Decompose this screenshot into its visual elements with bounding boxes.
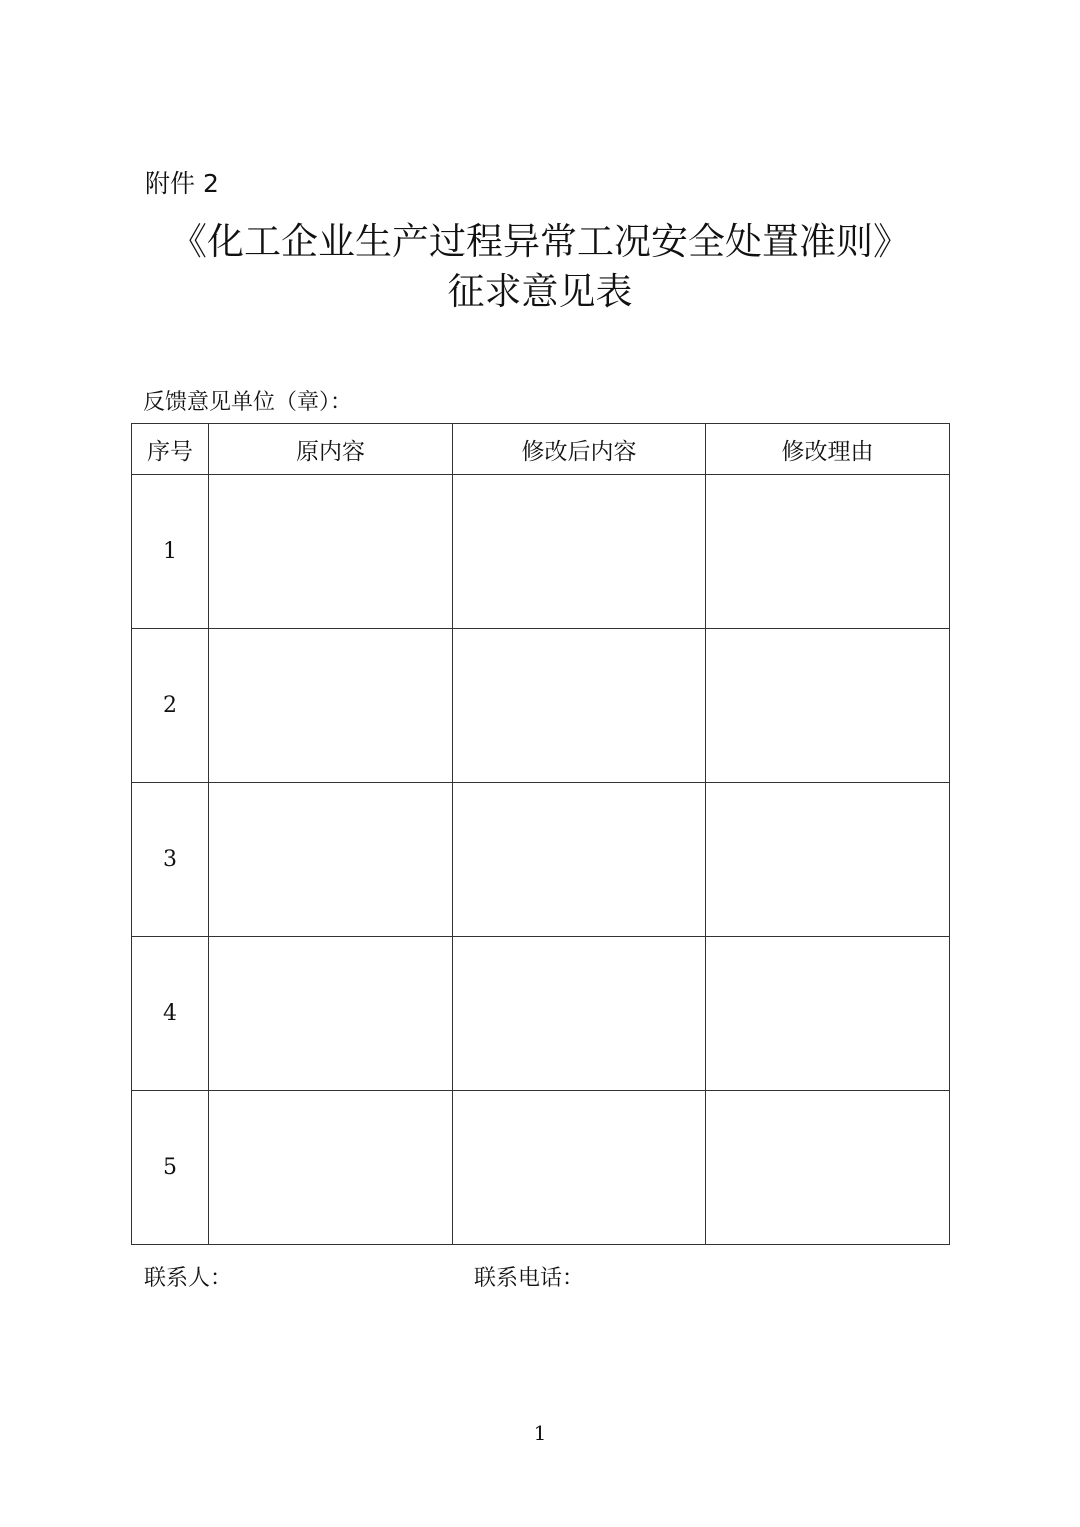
reason-cell[interactable] [706,783,950,937]
row-seq: 5 [132,1091,209,1245]
original-content-cell[interactable] [209,783,453,937]
original-content-cell[interactable] [209,629,453,783]
feedback-unit-label: 反馈意见单位（章）： [143,390,353,415]
revised-content-cell[interactable] [453,629,706,783]
revised-content-cell[interactable] [453,1091,706,1245]
table-row [132,937,950,1091]
reason-cell[interactable] [706,937,950,1091]
header-revised-content: 修改后内容 [453,424,706,475]
header-original-content: 原内容 [209,424,453,475]
table-row [132,475,950,629]
document-title: 《化工企业生产过程异常工况安全处置准则》 [170,220,910,263]
header-reason: 修改理由 [706,424,950,475]
feedback-table-container [131,423,949,1245]
document-subtitle: 征求意见表 [447,270,633,313]
row-seq: 3 [132,783,209,937]
header-seq: 序号 [132,424,209,475]
revised-content-cell[interactable] [453,475,706,629]
table-row [132,1091,950,1245]
page-number: 1 [533,1421,547,1445]
reason-cell[interactable] [706,1091,950,1245]
reason-cell[interactable] [706,475,950,629]
feedback-table [131,423,950,1245]
table-row [132,783,950,937]
table-row [132,629,950,783]
original-content-cell[interactable] [209,475,453,629]
reason-cell[interactable] [706,629,950,783]
original-content-cell[interactable] [209,937,453,1091]
row-seq: 2 [132,629,209,783]
original-content-cell[interactable] [209,1091,453,1245]
revised-content-cell[interactable] [453,783,706,937]
revised-content-cell[interactable] [453,937,706,1091]
contact-phone-label: 联系电话： [474,1266,585,1291]
row-seq: 4 [132,937,209,1091]
contact-person-label: 联系人： [144,1266,233,1291]
row-seq: 1 [132,475,209,629]
table-header-row [132,424,950,475]
attachment-label: 附件 2 [145,169,219,198]
